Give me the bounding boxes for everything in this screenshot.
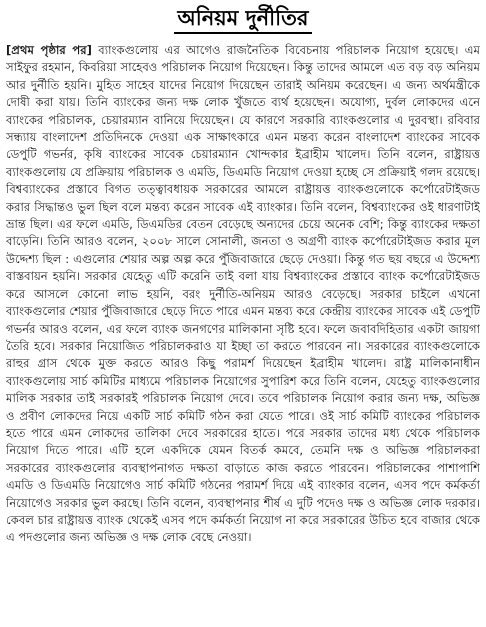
- article-text: ব্যাংকগুলোয় এর আগেও রাজনৈতিক বিবেচনায় পরিচালক নিয়োগ হয়েছে। এম সাইফুর রহমান, কিবরিয়া সাহেবও পরিচালক নিয়োগ দিয়েছেন। কিন্তু তাদের আমলে এত বড় বড় অনিয়ম আর দুর্নীতি হয়নি। মুহিত সাহেব যাদের নিয়োগ দিয়েছেন তারাই অনিয়ম করেছেন। এ জন্য অর্থমন্ত্রীকে দোষী করা যায়। তিনি ব্যাংকের জন্য দক্ষ লোক খুঁজতে ব্যর্থ হয়েছেন। অযোগ্য, দুর্বল লোকদের এনে ব্যাংকের পরিচালক, চেয়ারম্যান বানিয়ে দিয়েছেন। যে কারণে সরকারি ব্যাংকগুলোর এ দুরবস্থা। রবিবার সন্ধ্যায় বাংলাদেশ প্রতিদিনকে দেওয়া এক সাক্ষাৎকারে এমন মন্তব্য করেন বাংলাদেশ ব্যাংকের সাবেক ডেপুটি গভর্নর, কৃষি ব্যাংকের সাবেক চেয়ারম্যান খোন্দকার ইব্রাহীম খালেদ। তিনি বলেন, রাষ্ট্রায়ত্ত ব্যাংকগুলোয় যে প্রক্রিয়ায় পরিচালক ও এমডি, ডিএমডি নিয়োগ দেওয়া হচ্ছে সে প্রক্রিয়াই গলদ রয়েছে। বিশ্বব্যাংকের প্রস্তাবে বিগত তত্ত্বাবধায়ক সরকারের আমলে রাষ্ট্রায়ত্ত ব্যাংকগুলোকে কর্পোরেটাইজড করার সিদ্ধান্তও ভুল ছিল বলে মন্তব্য করেন সাবেক এই ব্যাংকার। তিনি বলেন, বিশ্বব্যাংকের ওই ধারণাটাই ভ্রান্ত ছিল। এর ফলে এমডি, ডিএমডির বেতন বেড়েছে অন্যদের চেয়ে অনেক বেশি; কিন্তু ব্যাংকের দক্ষতা বাড়েনি। তিনি আরও বলেন, ২০০৮ সালে সোনালী, জনতা ও অগ্রণী ব্যাংক কর্পোরেটাইজড করার মূল উদ্দেশ্য ছিল : এগুলোর শেয়ার অল্প অল্প করে পুঁজিবাজারে ছেড়ে দেওয়া। কিন্তু গত ছয় বছরে এ উদ্দেশ্য বাস্তবায়ন হয়নি। সরকার যেহেতু এটি করেনি তাই বলা যায় বিশ্বব্যাংকের প্রস্তাবে ব্যাংক কর্পোরেটাইজড করে আসলে কোনো লাভ হয়নি, বরং দুর্নীতি-অনিয়ম আরও বেড়েছে। সরকার চাইলে এখনো ব্যাংকগুলোর শেয়ার পুঁজিবাজারে ছেড়ে দিতে পারে এমন মন্তব্য করে কেন্দ্রীয় ব্যাংকের সাবেক এই ডেপুটি গভর্নর আরও বলেন, এর ফলে ব্যাংক জনগণের মালিকানা সৃষ্টি হবে। ফলে জবাবদিহিতার একটা জায়গা তৈরি হবে। সরকার নিয়োজিত পরিচালকরাও যা ইচ্ছা তা করতে পারবেন না। সরকারের ব্যাংকগুলোকে রাহুর গ্রাস থেকে মুক্ত করতে আরও কিছু পরামর্শ দিয়েছেন ইব্রাহীম খালেদ। রাষ্ট্র মালিকানাধীন ব্যাংকগুলোয় সার্চ কমিটির মাধ্যমে পরিচালক নিয়োগের সুপারিশ করে তিনি বলেন, যেহেতু ব্যাংকগুলোর মালিক সরকার তাই সরকারই পরিচালক নিয়োগ দেবে। তবে পরিচালক নিয়োগ করার জন্য দক্ষ, অভিজ্ঞ ও প্রবীণ লোকদের নিয়ে একটি সার্চ কমিটি গঠন করা যেতে পারে। ওই সার্চ কমিটি ব্যাংকের পরিচালক হতে পারে এমন লোকদের তালিকা দেবে সরকারের হাতে। পরে সরকার তাদের মধ্য থেকে পরিচালক নিয়োগ দিতে পারে। এটি হলে একদিকে যেমন বিতর্ক কমবে, তেমনি দক্ষ ও অভিজ্ঞ পরিচালকরা সরকারের ব্যাংকগুলোর ব্যবস্থাপনাগত দক্ষতা বাড়াতে কাজ করতে পারবেন। পরিচালকের পাশাপাশি এমডি ও ডিএমডি নিয়োগেও সার্চ কমিটি গঠনের পরামর্শ দিয়ে এই ব্যাংকার বলেন, এসব পদে কর্মকর্তা নিয়োগেও সরকার ভুল করছে। তিনি বলেন, ব্যবস্থাপনার শীর্ষ এ দুটি পদেও দক্ষ ও অভিজ্ঞ লোক দরকার। কেবল চার রাষ্ট্রায়ত্ত ব্যাংক থেকেই এসব পদে কর্মকর্তা নিয়োগ না করে সরকারের উচিত হবে বাজার থেকে এ পদগুলোর জন্য অভিজ্ঞ ও দক্ষ লোক বেছে নেওয়া।: [6, 43, 480, 545]
- continuation-label: [প্রথম পৃষ্ঠার পর]: [6, 43, 92, 57]
- article-headline: অনিয়ম দুর্নীতির: [174, 4, 313, 34]
- headline-container: [0, 4, 486, 38]
- article-paragraph: [6, 42, 480, 547]
- article-body: [6, 42, 480, 622]
